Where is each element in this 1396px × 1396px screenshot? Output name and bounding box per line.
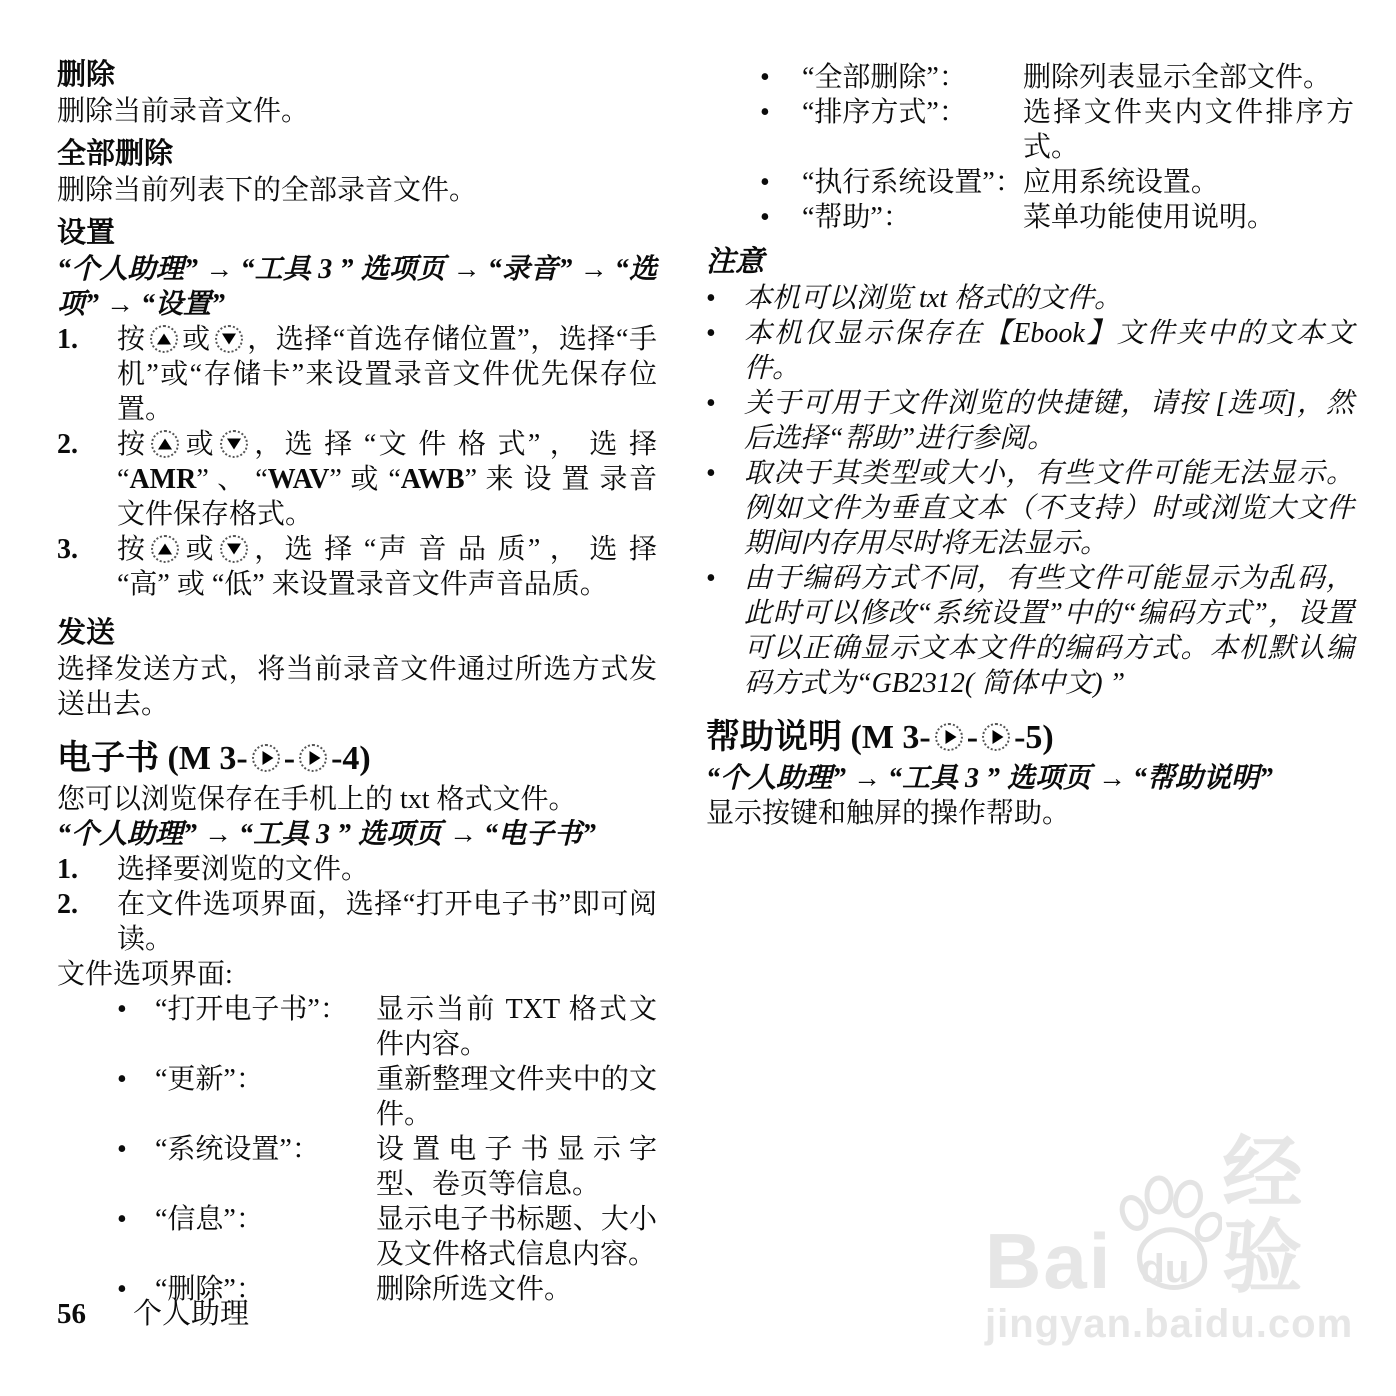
bullet-icon: • (117, 994, 127, 1025)
menu-path-ebook: “个人助理” → “工具 3 ” 选项页 → “电子书” (57, 819, 597, 850)
ebook-intro: 您可以浏览保存在手机上的 txt 格式文件。 (57, 784, 577, 815)
ebook-step-1 (57, 852, 657, 887)
note-item (706, 386, 1354, 456)
note-item (706, 456, 1354, 561)
step-text-segment: 或 (181, 324, 211, 355)
settings-step-2 (57, 427, 657, 532)
section-body-delete: 删除当前录音文件。 (57, 96, 310, 127)
format-name: WAV (267, 464, 330, 495)
settings-step-1 (57, 322, 657, 427)
section-body-delete-all: 删除当前列表下的全部录音文件。 (57, 175, 478, 206)
menu-path-settings: “个人助理” → “工具 3 ” 选项页 → “录音” → “选项” → “设置” (57, 254, 657, 320)
menu-code: -5) (1014, 719, 1054, 756)
watermark-url: jingyan.baidu.com (985, 1302, 1354, 1346)
baidu-logo-bai: Bai (985, 1217, 1113, 1305)
ebook-options-label: 文件选项界面: (57, 959, 233, 990)
bullet-icon: • (760, 62, 770, 93)
left-column (57, 57, 657, 1307)
section-heading-delete-all: 全部删除 (57, 138, 174, 170)
page-number: 56 (57, 1298, 86, 1330)
step-text-segment: 按 (117, 534, 148, 565)
note-text: 由于编码方式不同，有些文件可能显示为乱码，此时可以修改“系统设置”中的“编码方式”，设置可以正确显示文本文件的编码方式。本机默认编码方式为“GB2312( 简体中文) ” (744, 563, 1354, 699)
option-desc: 显示电子书标题、大小及文件格式信息内容。 (376, 1204, 657, 1270)
option-desc: 应用系统设置。 (1022, 167, 1219, 198)
option-term: “全部删除”： (802, 62, 967, 93)
step-text-segment: ，选 择 “文 件 格 式” ， 选 择 “ (117, 429, 657, 495)
up-arrow-icon (151, 535, 179, 563)
baidu-logo-jingyan: 经验 (1222, 1129, 1307, 1302)
note-text: 关于可用于文件浏览的快捷键，请按 [选项]，然后选择“帮助”进行参阅。 (744, 388, 1354, 454)
option-row (57, 992, 657, 1062)
play-icon (299, 744, 327, 772)
option-desc: 显示当前 TXT 格式文件内容。 (376, 994, 657, 1060)
baidu-logo (985, 1129, 1370, 1305)
option-desc: 菜单功能使用说明。 (1023, 202, 1276, 233)
option-term: “帮助”： (802, 202, 911, 233)
step-text (117, 322, 657, 427)
section-heading-settings: 设置 (57, 217, 116, 249)
format-name: AWB (400, 464, 465, 495)
footer-section-title: 个人助理 (133, 1298, 250, 1330)
settings-step-3 (57, 532, 657, 602)
right-column (706, 60, 1354, 831)
bullet-icon: • (706, 458, 716, 489)
option-row (706, 95, 1354, 165)
option-desc: 设 置 电 子 书 显 示 字型、卷页等信息。 (376, 1134, 657, 1200)
heading-title: 帮助说明 (706, 719, 842, 756)
option-row (57, 1062, 657, 1132)
step-text: 在文件选项界面，选择“打开电子书”即可阅读。 (117, 889, 657, 955)
section-heading-delete: 删除 (57, 59, 116, 91)
bullet-icon: • (117, 1204, 127, 1235)
step-text-segment: ，选 择 “声 音 品 质” ， 选 择 “高” 或 “低” 来设置录音文件声音品质。 (117, 534, 657, 600)
step-number: 1. (57, 854, 78, 885)
bullet-icon: • (706, 283, 716, 314)
bullet-icon: • (706, 318, 716, 349)
option-desc: 删除所选文件。 (376, 1274, 573, 1305)
section-heading-help (706, 715, 1354, 761)
note-text: 取决于其类型或大小，有些文件可能无法显示。例如文件为垂直文本（不支持）时或浏览大文件期间内存用尽时将无法显示。 (744, 458, 1354, 559)
menu-code: -4) (331, 740, 371, 777)
up-arrow-icon (150, 325, 178, 353)
baidu-paw-icon (1112, 1175, 1222, 1300)
baidu-watermark (985, 1129, 1370, 1346)
note-item (706, 561, 1354, 701)
bullet-icon: • (117, 1134, 127, 1165)
step-text-segment: ” 或 “ (329, 464, 401, 495)
option-term: “执行系统设置”： (802, 167, 1023, 198)
option-term: “信息”： (155, 1204, 264, 1235)
option-row (706, 200, 1354, 235)
note-item (706, 316, 1354, 386)
bullet-icon: • (706, 563, 716, 594)
down-arrow-icon (215, 325, 243, 353)
step-text-segment: ，选择“首选存储位置”，选择“手机”或“存储卡”来设置录音文件优先保存位置。 (117, 324, 657, 425)
help-body: 显示按键和触屏的操作帮助。 (706, 798, 1071, 829)
heading-title: 电子书 (57, 740, 159, 777)
option-term: “打开电子书”： (155, 994, 348, 1025)
step-text-segment: ” 、 “ (196, 464, 268, 495)
ebook-step-2 (57, 887, 657, 957)
option-desc: 重新整理文件夹中的文件。 (376, 1064, 657, 1130)
option-desc: 选择文件夹内文件排序方式。 (1023, 97, 1354, 163)
option-row (706, 60, 1354, 95)
step-text (117, 532, 657, 602)
menu-code: (M 3- (850, 719, 931, 756)
bullet-icon: • (760, 202, 770, 233)
menu-code: - (283, 740, 296, 777)
bullet-icon: • (117, 1274, 127, 1305)
bullet-icon: • (117, 1064, 127, 1095)
step-number: 3. (57, 534, 78, 565)
note-item (706, 281, 1354, 316)
step-text-segment: 按 (117, 429, 148, 460)
note-text: 本机仅显示保存在【Ebook】文件夹中的文本文件。 (744, 318, 1354, 384)
page-footer (57, 1297, 249, 1332)
bullet-icon: • (706, 388, 716, 419)
play-icon (982, 723, 1010, 751)
option-row (57, 1202, 657, 1272)
step-text-segment: ” 来 设 置 录音文件保存格式。 (117, 464, 657, 530)
step-number: 2. (57, 429, 78, 460)
option-term: “更新”： (155, 1064, 264, 1095)
section-heading-send: 发送 (57, 617, 116, 649)
step-text-segment: 或 (183, 534, 216, 565)
option-row (706, 165, 1354, 200)
option-desc: 删除列表显示全部文件。 (1023, 62, 1332, 93)
section-body-send: 选择发送方式，将当前录音文件通过所选方式发送出去。 (57, 654, 657, 720)
menu-path-help: “个人助理” → “工具 3 ” 选项页 → “帮助说明” (706, 763, 1274, 794)
format-name: AMR (129, 464, 197, 495)
note-text: 本机可以浏览 txt 格式的文件。 (744, 283, 1122, 314)
step-number: 1. (57, 324, 78, 355)
step-text (117, 427, 657, 532)
section-heading-ebook (57, 736, 657, 782)
step-number: 2. (57, 889, 78, 920)
step-text: 选择要浏览的文件。 (117, 854, 370, 885)
option-term: “删除”： (155, 1274, 264, 1305)
option-term: “系统设置”： (155, 1134, 320, 1165)
option-row (57, 1132, 657, 1202)
play-icon (935, 723, 963, 751)
play-icon (252, 744, 280, 772)
down-arrow-icon (220, 535, 248, 563)
baidu-logo-du: du (1140, 1247, 1190, 1291)
up-arrow-icon (151, 430, 179, 458)
option-term: “排序方式”： (802, 97, 967, 128)
bullet-icon: • (760, 167, 770, 198)
step-text-segment: 或 (183, 429, 216, 460)
step-text-segment: 按 (117, 324, 146, 355)
bullet-icon: • (760, 97, 770, 128)
menu-code: - (966, 719, 979, 756)
menu-code: (M 3- (167, 740, 248, 777)
down-arrow-icon (220, 430, 248, 458)
note-heading: 注意 (706, 246, 765, 278)
